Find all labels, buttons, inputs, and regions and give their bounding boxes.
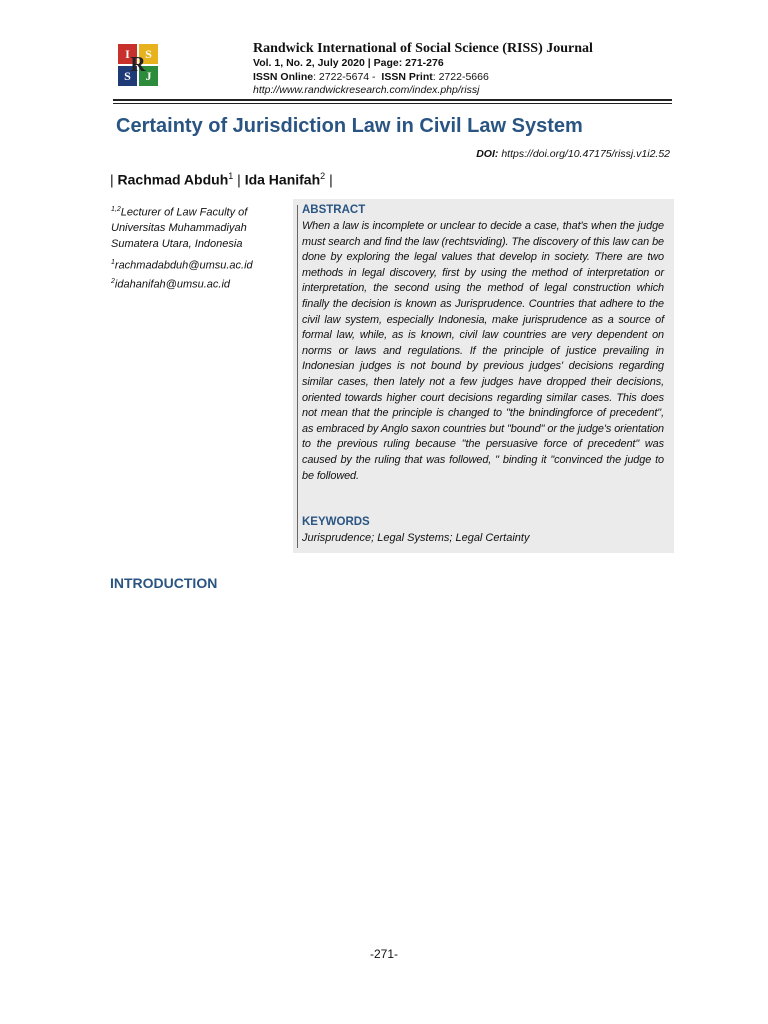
affiliation-sup: 1,2	[111, 206, 121, 213]
journal-title: Randwick International of Social Science (RISS) Journal	[253, 41, 593, 56]
journal-url-link[interactable]: http://www.randwickresearch.com/index.php/rissj	[253, 84, 480, 96]
issn-online-label: ISSN Online	[253, 71, 314, 83]
logo-letter-s: S	[139, 44, 158, 64]
author-line	[110, 171, 333, 188]
email-2	[111, 274, 253, 293]
journal-logo	[118, 44, 158, 86]
abstract-text: When a law is incomplete or unclear to decide a case, that's when the judge must search and find the law (rechtsviding). The discovery of this law can be done by exploring the legal values that develop in society. There are two methods in legal discovery, first by using the method of interpretation or interpretation, the second using the method of legal construction which finally the decision is known as Jurisprudence. Countries that adhere to the civil law system, especially Indonesia, make jurisprudence as a source of formal law, while, as is known, civil law countries are very dependent on norms or laws and regulations. If the principle of justice prevailing in Indonesian judges is not bound by previous judges' decisions regarding similar cases, then lately not a few judges have dropped their decisions, oriented towards higher court decisions regarding similar cases. This does not mean that the principle is changed to "the bnindingforce of precedent", as embraced by Anglo saxon countries but "bound" or the judge's orientation to the previous ruling because "the persuasive force of precedent" was caused by the ruling that was followed, " binding it "convinced the judge to be followed.	[302, 220, 664, 482]
email-link-1[interactable]: rachmadabduh@umsu.ac.id	[114, 259, 253, 272]
affiliation-text: Lecturer of Law Faculty of Universitas Muhammadiyah Sumatera Utara, Indonesia	[111, 206, 248, 250]
volume-info: Vol. 1, No. 2, July 2020 | Page: 271-276	[253, 57, 444, 69]
affiliation	[111, 202, 286, 252]
email-sup-1: 1	[111, 259, 115, 266]
issn-print-label: ISSN Print	[381, 71, 433, 83]
issn-online-value: : 2722-5674 -	[313, 71, 376, 83]
logo-letter-r: R	[130, 52, 146, 76]
keywords-heading: KEYWORDS	[302, 516, 370, 528]
logo-letter-s2: S	[118, 66, 137, 86]
author-separator: |	[237, 171, 241, 188]
author-name-2: Ida Hanifah	[244, 171, 321, 188]
doi-link[interactable]: https://doi.org/10.47175/rissj.v1i2.52	[501, 148, 670, 160]
header-rule-thin	[113, 103, 672, 104]
issn-info	[253, 71, 489, 83]
logo-letter-j: J	[139, 66, 158, 86]
author-sup-2: 2	[320, 171, 326, 181]
email-sup-2: 2	[111, 278, 115, 286]
author-sup-1: 1	[228, 171, 234, 181]
doi	[476, 148, 670, 160]
abstract-left-rule	[297, 205, 298, 548]
author-separator: |	[110, 171, 114, 188]
page-number: -271-	[369, 947, 398, 961]
abstract-heading: ABSTRACT	[302, 204, 366, 216]
header-rule-thick	[113, 99, 672, 101]
email-link-2[interactable]: idahanifah@umsu.ac.id	[114, 278, 231, 291]
section-heading-introduction: INTRODUCTION	[110, 575, 218, 591]
author-name-1: Rachmad Abduh	[117, 171, 229, 188]
logo-letter-i: I	[118, 44, 137, 64]
author-separator: |	[329, 171, 333, 188]
email-1	[111, 255, 253, 274]
doi-label: DOI:	[476, 148, 499, 160]
issn-print-value: : 2722-5666	[432, 71, 489, 83]
article-title: Certainty of Jurisdiction Law in Civil Law System	[116, 115, 583, 137]
author-emails	[111, 255, 253, 293]
keywords-text: Jurisprudence; Legal Systems; Legal Certainty	[302, 532, 530, 544]
